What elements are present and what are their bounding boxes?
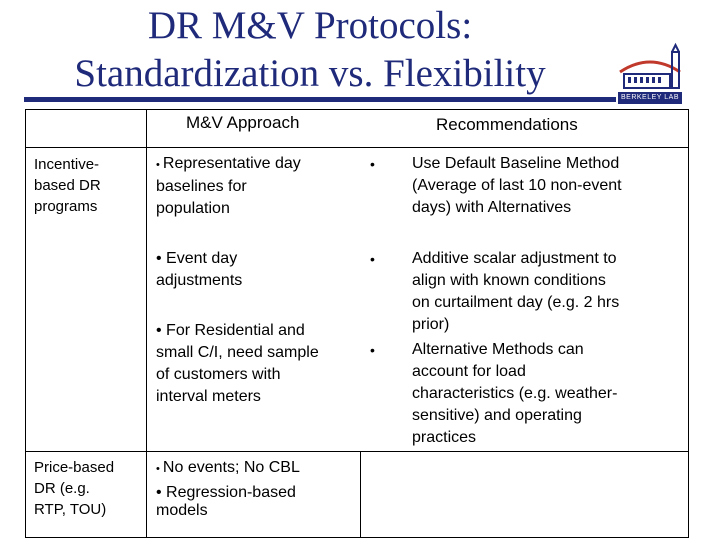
table-top-border <box>25 109 689 110</box>
row-label-incentive: Incentive- based DR programs <box>34 156 101 215</box>
recommendation-item-3: Alternative Methods can account for load characteristics (e.g. weather- sensitive) and operating practices <box>412 341 618 446</box>
column-divider-1 <box>146 109 147 538</box>
approach-item-1: • Representative day baselines for population <box>156 155 301 217</box>
column-divider-2 <box>360 451 361 538</box>
table-left-border <box>25 109 26 538</box>
bullet-icon: • <box>370 156 375 172</box>
approach-item-2: • Event day adjustments <box>156 250 243 289</box>
title-underline <box>24 97 616 102</box>
recommendation-item-2: Additive scalar adjustment to align with known conditions on curtailment day (e.g. 2 hrs prior) <box>412 250 620 333</box>
bullet-icon: • <box>156 463 163 475</box>
slide-title-line2: Standardization vs. Flexibility <box>74 52 546 95</box>
bullet-icon: • <box>156 159 163 171</box>
logo-caption: BERKELEY LAB <box>618 92 682 104</box>
bullet-icon: • <box>370 342 375 358</box>
header-bottom-border <box>25 147 689 148</box>
recommendation-item-1: Use Default Baseline Method (Average of last 10 non-event days) with Alternatives <box>412 155 622 216</box>
table-right-border <box>688 109 689 538</box>
approach-price: • No events; No CBL • Regression-based models <box>156 459 300 519</box>
approach-item-3: • For Residential and small C/I, need sample of customers with interval meters <box>156 322 319 405</box>
header-mv-approach: M&V Approach <box>186 113 300 132</box>
table-bottom-border <box>25 537 689 538</box>
header-recommendations: Recommendations <box>436 115 578 134</box>
row-label-price: Price-based DR (e.g. RTP, TOU) <box>34 459 115 518</box>
bullet-icon: • <box>370 251 375 267</box>
row-divider <box>25 451 689 452</box>
slide-title-line1: DR M&V Protocols: <box>147 4 473 47</box>
